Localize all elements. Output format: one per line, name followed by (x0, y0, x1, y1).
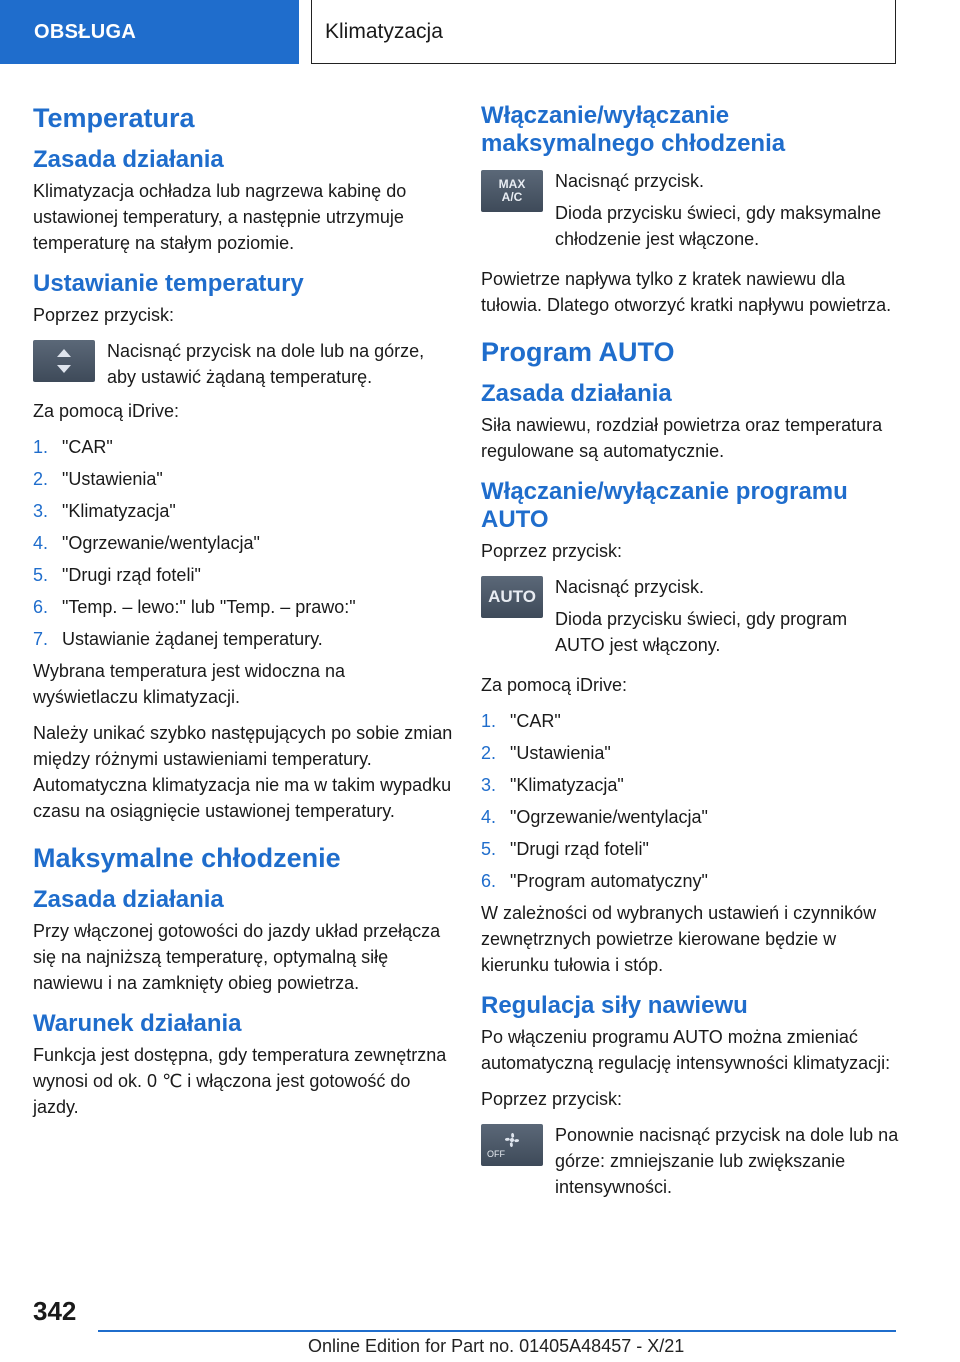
list-item-number: 4. (481, 807, 497, 827)
auto-button-icon (481, 576, 543, 618)
list-item (33, 466, 453, 492)
list-item-number: 2. (481, 743, 497, 763)
right-column (481, 96, 899, 1208)
list-item-text: "Temp. – lewo:" lub "Temp. – prawo:" (62, 597, 356, 617)
heading-wlaczanie-auto: Włączanie/wyłączanie programu AUTO (481, 478, 848, 533)
list-item-number: 7. (33, 629, 49, 649)
heading-program-auto: Program AUTO (481, 337, 675, 367)
heading-zasada-dzialania: Zasada działania (33, 146, 224, 173)
list-item-number: 3. (33, 501, 49, 521)
list-item-number: 1. (481, 711, 497, 731)
auto-line-1: Nacisnąć przycisk. (555, 577, 705, 597)
fan-icon (501, 1131, 523, 1149)
page-number: 342 (33, 1296, 77, 1326)
fan-off-label: OFF (487, 1149, 505, 1159)
list-item-text: "Ustawienia" (62, 469, 163, 489)
chapter-title: Klimatyzacja (311, 0, 896, 64)
paragraph-idrive-2: Za pomocą iDrive: (481, 675, 628, 695)
heading-zasada-dzialania-3: Zasada działania (481, 380, 672, 407)
list-item-text: "Drugi rząd foteli" (62, 565, 201, 585)
max-ac-line-1: Nacisnąć przycisk. (555, 171, 705, 191)
list-item-text: "Program automatyczny" (510, 871, 708, 891)
list-item-number: 4. (33, 533, 49, 553)
list-item-number: 3. (481, 775, 497, 795)
paragraph-zasada-3: Siła nawiewu, rozdział powietrza oraz temperatura regulowane są automatycznie. (481, 415, 883, 461)
list-item-number: 5. (481, 839, 497, 859)
section-tab: OBSŁUGA (0, 0, 299, 64)
list-item-text: "Klimatyzacja" (510, 775, 624, 795)
auto-button-row (481, 574, 899, 664)
idrive-steps-list-2 (481, 708, 899, 894)
heading-warunek-dzialania: Warunek działania (33, 1010, 242, 1037)
paragraph-poprzez-przycisk: Poprzez przycisk: (33, 305, 175, 325)
fan-button-row (481, 1122, 899, 1200)
list-item (33, 562, 453, 588)
list-item-number: 2. (33, 469, 49, 489)
paragraph-idrive: Za pomocą iDrive: (33, 401, 180, 421)
list-item (33, 498, 453, 524)
list-item-text: "Ustawienia" (510, 743, 611, 763)
paragraph-poprzez-przycisk-2: Poprzez przycisk: (481, 541, 623, 561)
heading-ustawianie-temperatury: Ustawianie temperatury (33, 270, 304, 297)
temperature-button-row (33, 338, 453, 390)
heading-temperatura: Temperatura (33, 103, 195, 133)
paragraph-poprzez-przycisk-3: Poprzez przycisk: (481, 1089, 623, 1109)
max-ac-line-2: Dioda przycisku świeci, gdy maksymalne chłodzenie jest włączone. (555, 203, 882, 249)
list-item (481, 740, 899, 766)
paragraph-zasada: Klimatyzacja ochładza lub nagrzewa kabinę do ustawionej temperatury, a następnie utrzymuje temperaturę na stałym poziomie. (33, 181, 407, 253)
list-item (33, 626, 453, 652)
list-item (33, 434, 453, 460)
heading-maksymalne-chlodzenie: Maksymalne chłodzenie (33, 843, 341, 873)
idrive-steps-list (33, 434, 453, 652)
footer-rule (98, 1330, 896, 1332)
max-ac-button-icon (481, 170, 543, 212)
heading-zasada-dzialania-2: Zasada działania (33, 886, 224, 913)
list-item-text: "Klimatyzacja" (62, 501, 176, 521)
list-item-number: 6. (33, 597, 49, 617)
left-column (33, 96, 453, 1130)
footer-edition: Online Edition for Part no. 01405A48457 - X/21 (308, 1336, 685, 1356)
paragraph-warunek: Funkcja jest dostępna, gdy temperatura zewnętrzna wynosi od ok. 0 ℃ i włączona jest gotowość do jazdy. (33, 1045, 447, 1117)
fan-button-text: Ponownie nacisnąć przycisk na dole lub na górze: zmniejszanie lub zwiększanie intensywności. (555, 1125, 899, 1197)
list-item-number: 5. (33, 565, 49, 585)
list-item (481, 708, 899, 734)
list-item-text: "CAR" (510, 711, 561, 731)
temperature-rocker-icon (33, 340, 95, 382)
list-item (481, 836, 899, 862)
temperature-button-text: Nacisnąć przycisk na dole lub na górze, aby ustawić żądaną temperaturę. (107, 341, 425, 387)
heading-wlaczanie-maks: Włączanie/wyłączanie maksymalnego chłodzenia (481, 102, 786, 157)
max-ac-label: MAX A/C (498, 177, 526, 204)
paragraph-powietrze: Powietrze napływa tylko z kratek nawiewu dla tułowia. Dlatego otworzyć kratki napływu powietrza. (481, 269, 892, 315)
heading-regulacja: Regulacja siły nawiewu (481, 992, 748, 1019)
list-item-text: "Drugi rząd foteli" (510, 839, 649, 859)
list-item (481, 868, 899, 894)
paragraph-nalezy-unikac: Należy unikać szybko następujących po sobie zmian między różnymi ustawieniami temperatury. Automatyczna klimatyzacja nie ma w takim wypadku czasu na osiągnięcie ustawionej temperatury. (33, 723, 453, 821)
paragraph-zasada-2: Przy włączonej gotowości do jazdy układ przełącza się na najniższą temperaturę, optymalną siłę nawiewu i na zamknięty obieg powietrza. (33, 921, 441, 993)
list-item (481, 804, 899, 830)
list-item-number: 6. (481, 871, 497, 891)
list-item-text: Ustawianie żądanej temperatury. (62, 629, 323, 649)
fan-button-icon (481, 1124, 543, 1166)
paragraph-zaleznosci: W zależności od wybranych ustawień i czynników zewnętrznych powietrze kierowane będzie w kierunku tułowia i stóp. (481, 903, 877, 975)
list-item-text: "Ogrzewanie/wentylacja" (510, 807, 708, 827)
auto-label: AUTO (488, 587, 536, 606)
list-item-text: "Ogrzewanie/wentylacja" (62, 533, 260, 553)
list-item-number: 1. (33, 437, 49, 457)
paragraph-regulacja: Po włączeniu programu AUTO można zmieniać automatyczną regulację intensywności klimatyzacji: (481, 1027, 891, 1073)
max-ac-button-text (555, 168, 899, 258)
list-item (33, 594, 453, 620)
list-item (481, 772, 899, 798)
list-item-text: "CAR" (62, 437, 113, 457)
auto-line-2: Dioda przycisku świeci, gdy program AUTO jest włączony. (555, 609, 848, 655)
paragraph-wybrana-temperatura: Wybrana temperatura jest widoczna na wyświetlaczu klimatyzacji. (33, 661, 345, 707)
list-item (33, 530, 453, 556)
auto-button-text (555, 574, 899, 664)
max-ac-button-row (481, 168, 899, 258)
